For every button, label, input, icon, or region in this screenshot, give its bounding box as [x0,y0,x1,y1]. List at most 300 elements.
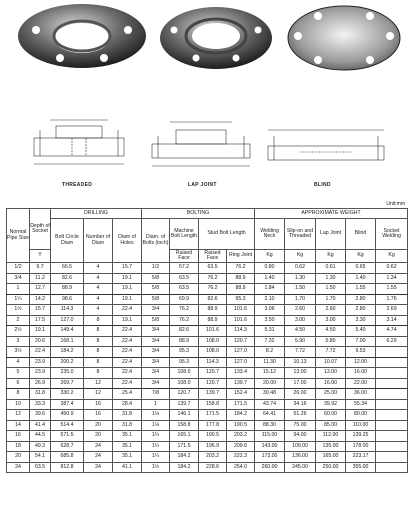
table-cell: 8 [84,326,113,337]
table-cell: 184.2 [227,410,255,421]
table-cell: 6 [7,378,30,389]
table-cell: 16 [7,431,30,442]
table-cell [376,368,408,379]
table-cell: 33.3 [30,399,51,410]
table-cell: 1.30 [285,273,316,284]
table-cell: 34.16 [285,399,316,410]
table-row [7,357,408,368]
table-cell: 22.4 [113,305,142,316]
table-cell: 171.5 [227,399,255,410]
col-depth-of-socket: Depth of Socket [30,209,51,250]
table-cell: 76.2 [170,315,199,326]
table-cell: 1/2 [142,263,170,274]
table-row [7,305,408,316]
table-row [7,336,408,347]
table-cell: 7.72 [316,347,346,358]
table-cell [376,441,408,452]
table-cell: 1.34 [376,273,408,284]
table-cell: 17.5 [30,315,51,326]
table-cell: 108.0 [170,378,199,389]
table-cell: 26.00 [285,389,316,400]
table-cell: 24 [84,452,113,463]
table-cell: 82.6 [170,326,199,337]
table-cell: 4 [84,273,113,284]
table-cell [376,410,408,421]
flange-drawings [0,100,411,192]
table-cell: 1⅛ [142,410,170,421]
table-row [7,263,408,274]
table-row [7,462,408,473]
table-cell: 190.5 [199,431,227,442]
table-cell: 17.00 [285,378,316,389]
table-cell: 108.0 [170,368,199,379]
table-cell: 76.2 [199,273,227,284]
table-cell: 120.7 [199,368,227,379]
table-cell: 127.0 [227,357,255,368]
table-cell: 6.29 [376,336,408,347]
table-cell: 28.4 [113,399,142,410]
table-cell: 88.9 [51,284,84,295]
table-cell: 2½ [7,326,30,337]
table-cell: 254.0 [227,462,255,473]
table-cell: 35.1 [113,441,142,452]
table-cell: 3/4 [142,326,170,337]
table-cell: 1¼ [7,294,30,305]
table-cell: 5/8 [142,315,170,326]
table-cell: 139.7 [227,378,255,389]
table-cell: 158.8 [170,420,199,431]
table-cell [376,378,408,389]
table-cell: 260.00 [255,462,285,473]
table-cell: 35.1 [113,452,142,463]
table-cell: 98.6 [51,294,84,305]
table-cell: 3 [7,336,30,347]
table-cell: 133.4 [227,368,255,379]
table-cell: 1.70 [316,294,346,305]
table-cell: 41.4 [30,420,51,431]
col-y-unit: Y [30,250,51,263]
table-cell: 15.12 [255,368,285,379]
table-cell [376,420,408,431]
unit-kg: Kg [255,250,285,263]
table-cell: 19.1 [113,273,142,284]
table-cell: 8 [84,315,113,326]
table-cell: 12.00 [346,357,376,368]
table-cell: 5.31 [255,326,285,337]
table-cell: 114.3 [199,357,227,368]
table-cell: 13.00 [316,368,346,379]
table-cell: 57.2 [170,263,199,274]
table-cell: 5.90 [285,336,316,347]
table-cell: 812.8 [51,462,84,473]
table-cell: 16 [84,410,113,421]
table-cell: 209.6 [227,441,255,452]
table-cell: 120.7 [199,378,227,389]
table-cell: 2.80 [346,305,376,316]
table-cell: 4 [84,294,113,305]
flange-photos [0,0,411,75]
table-cell: 4 [7,357,30,368]
table-cell: 88.9 [227,273,255,284]
blind-flange-photo [288,6,400,70]
table-row [7,368,408,379]
table-cell [376,399,408,410]
table-cell: 95.3 [170,357,199,368]
table-cell: 177.8 [199,420,227,431]
table-cell: 110.00 [346,420,376,431]
table-cell: 63.5 [199,263,227,274]
table-cell: 109.00 [285,441,316,452]
table-cell: 41.1 [113,462,142,473]
table-cell: 171.5 [199,410,227,421]
table-cell: 14.2 [30,294,51,305]
table-cell: 22.4 [113,347,142,358]
table-cell: 115.00 [255,431,285,442]
table-cell: 88.9 [170,336,199,347]
table-cell: 7.72 [285,347,316,358]
table-cell: 203.2 [199,452,227,463]
threaded-drawing [34,120,124,164]
table-cell: 24 [84,462,113,473]
table-cell: 1.55 [376,284,408,295]
table-cell: 4 [84,263,113,274]
table-cell: 3/4 [142,378,170,389]
table-cell: 0.62 [376,263,408,274]
table-cell: 9.7 [30,263,51,274]
table-cell: 20 [84,431,113,442]
table-cell: 250.00 [316,462,346,473]
group-bolting: BOLTING [142,209,255,219]
table-cell: 24 [84,441,113,452]
table-cell: 120.7 [170,389,199,400]
table-cell: 80.00 [346,410,376,421]
table-cell: 1.55 [346,284,376,295]
table-cell: 355.00 [346,462,376,473]
table-cell: 3.00 [316,315,346,326]
table-cell [376,357,408,368]
table-cell: 3/4 [142,357,170,368]
col-nominal-pipe-size: Normal Pipe Size [7,209,30,263]
table-cell: 10.07 [316,357,346,368]
table-cell: 3.50 [255,315,285,326]
table-cell: 1/2 [7,263,30,274]
lap-joint-drawing [152,122,250,166]
table-cell: 5/8 [142,273,170,284]
col-raised-face-machine: Raised Face [170,250,199,263]
table-cell: 9.53 [346,347,376,358]
table-cell: 4.74 [376,326,408,337]
col-machine-bolt-length: Machine Bolt Length [170,219,199,250]
table-cell: 64.41 [255,410,285,421]
table-cell: 571.5 [51,431,84,442]
table-cell: 20.6 [30,336,51,347]
table-cell: 245.00 [285,462,316,473]
table-cell: 3/4 [142,336,170,347]
table-cell: 4 [84,305,113,316]
table-cell: 12 [84,378,113,389]
table-cell: 2 [7,315,30,326]
table-cell: 1.50 [316,284,346,295]
table-cell: 39.92 [316,399,346,410]
table-row [7,273,408,284]
table-row [7,389,408,400]
table-cell: 19.1 [30,326,51,337]
table-cell: 23.9 [30,368,51,379]
table-cell: 18 [7,441,30,452]
unit-kg: Kg [346,250,376,263]
table-cell: 200.2 [51,357,84,368]
table-cell: 1¼ [142,441,170,452]
col-bolt-circle-diam: Bolt Circle Diam [51,219,84,263]
table-cell: 54.1 [30,452,51,463]
table-row [7,452,408,463]
table-cell: 25.4 [113,389,142,400]
table-cell: 76.2 [227,263,255,274]
table-cell: 16 [84,399,113,410]
table-cell: 22.4 [113,326,142,337]
table-cell: 0.61 [316,263,346,274]
table-cell: 330.2 [51,389,84,400]
table-cell: 24 [7,462,30,473]
table-cell: 60.00 [316,410,346,421]
table-cell: 63.5 [170,273,199,284]
table-cell: 269.7 [51,378,84,389]
threaded-label: THREADED [62,182,93,188]
table-cell [376,389,408,400]
blind-label: BLIND [314,182,331,188]
col-stud-bolt-length: Stud Bolt Length [199,219,255,250]
table-cell: 3.14 [376,315,408,326]
table-cell: 165.1 [170,431,199,442]
table-cell: 10.13 [285,357,316,368]
table-cell: 15.7 [30,305,51,316]
table-cell: 114.3 [51,305,84,316]
table-cell: 1 [142,399,170,410]
table-row [7,431,408,442]
table-cell: 69.9 [170,294,199,305]
table-cell: 5/8 [142,294,170,305]
table-cell: 4.50 [316,326,346,337]
table-cell: 184.2 [51,347,84,358]
table-cell: 3½ [7,347,30,358]
table-cell: 10 [7,399,30,410]
table-cell: 165.00 [316,452,346,463]
table-cell: 223.17 [346,452,376,463]
unit-kg: Kg [376,250,408,263]
table-cell: 139.7 [170,399,199,410]
col-socket-welding: Socket Welding [376,219,408,250]
lap-joint-flange-photo [160,7,272,69]
table-cell: 88.9 [199,315,227,326]
table-cell: 15.7 [113,263,142,274]
table-cell: 127.0 [51,315,84,326]
table-cell: 101.6 [199,326,227,337]
table-cell: 22.4 [113,368,142,379]
table-cell: 12.7 [30,284,51,295]
table-cell: 14 [7,420,30,431]
table-cell: 7.00 [346,336,376,347]
table-cell: 36.00 [346,389,376,400]
col-diam-of-holes: Diam of Holes [113,219,142,263]
threaded-flange-photo [18,4,146,68]
table-cell: 11.2 [30,273,51,284]
table-cell: 112.00 [316,431,346,442]
col-slip-on-threaded: Slip-on and Threaded [285,219,316,250]
table-cell: 75.00 [285,420,316,431]
table-cell: 76.2 [199,284,227,295]
table-cell: 76.2 [170,305,199,316]
table-cell: 3/4 [142,305,170,316]
table-cell: 1¼ [142,431,170,442]
table-cell: 82.6 [199,294,227,305]
table-row [7,347,408,358]
spec-table-body [7,263,408,473]
table-cell: 39.6 [30,410,51,421]
table-cell: 152.4 [227,389,255,400]
table-cell: 82.6 [51,273,84,284]
table-cell: 127.0 [227,347,255,358]
table-cell: 171.5 [170,441,199,452]
table-cell: 514.4 [51,420,84,431]
table-row [7,399,408,410]
table-cell: 43.74 [255,399,285,410]
table-cell: 44.5 [30,431,51,442]
table-cell: 19.1 [113,284,142,295]
table-cell: 3.06 [255,305,285,316]
table-cell: 178.00 [346,441,376,452]
table-cell: 13.00 [285,368,316,379]
table-cell: 22.4 [113,378,142,389]
table-cell: 22.4 [30,347,51,358]
table-cell: 8 [84,357,113,368]
table-cell: 2.10 [255,294,285,305]
table-cell: 51.26 [285,410,316,421]
table-cell: 8 [84,347,113,358]
table-cell: 1.76 [376,294,408,305]
table-row [7,420,408,431]
table-cell: 120.7 [227,336,255,347]
table-row [7,315,408,326]
table-cell: 16.00 [346,368,376,379]
table-cell: 450.9 [51,410,84,421]
col-blind: Blind [346,219,376,250]
table-row [7,284,408,295]
table-cell: 1.40 [346,273,376,284]
group-approx-weight: APPROXIMATE WEIGHT [255,209,408,219]
table-cell: 49.3 [30,441,51,452]
table-cell [376,462,408,473]
table-cell: 35.1 [113,431,142,442]
table-row [7,410,408,421]
table-cell: 19.1 [113,315,142,326]
col-lap-joint: Lap Joint [316,219,346,250]
table-cell: 2.80 [346,294,376,305]
table-cell: 8 [7,389,30,400]
table-cell: 628.7 [51,441,84,452]
table-cell: 1½ [142,462,170,473]
table-cell: 1.70 [285,294,316,305]
table-cell: 143.00 [255,441,285,452]
table-cell: 8.2 [255,347,285,358]
table-cell: 108.0 [199,347,227,358]
table-cell: 2.69 [376,305,408,316]
col-ring-joint: Ring Joint [227,250,255,263]
table-cell [376,347,408,358]
table-cell: 2.60 [316,305,346,316]
table-cell: 63.5 [30,462,51,473]
table-cell: 1¼ [142,452,170,463]
table-cell: 203.2 [227,431,255,442]
lap-joint-label: LAP JOINT [188,182,217,188]
table-cell: 101.6 [227,315,255,326]
table-cell [376,452,408,463]
table-cell: 25.00 [316,389,346,400]
col-diam-of-bolts: Diam. of Bolts (inch) [142,219,170,263]
table-cell: 3.00 [285,315,316,326]
table-cell: 26.9 [30,378,51,389]
table-cell: 1⅛ [142,420,170,431]
table-cell: 4 [84,284,113,295]
table-cell: 94.00 [285,431,316,442]
table-cell: 2.60 [285,305,316,316]
table-cell: 31.8 [113,420,142,431]
table-cell: 114.3 [227,326,255,337]
table-cell: 0.80 [255,263,285,274]
table-cell: 1.84 [255,284,285,295]
col-number-of-holes: Number of Diam [84,219,113,263]
table-cell: 30.48 [255,389,285,400]
table-cell: 5.80 [316,336,346,347]
table-cell: 168.1 [51,336,84,347]
table-cell: 88.9 [227,284,255,295]
unit-kg: Kg [316,250,346,263]
table-cell: 685.8 [51,452,84,463]
table-cell: 22.4 [113,336,142,347]
table-row [7,441,408,452]
table-cell: 3/4 [7,273,30,284]
table-cell: 190.5 [227,420,255,431]
table-cell: 136.00 [285,452,316,463]
table-row [7,294,408,305]
col-welding-neck: Welding Neck [255,219,285,250]
table-cell: 3/4 [142,347,170,358]
table-row [7,378,408,389]
table-cell: 88.30 [255,420,285,431]
table-cell: 135.00 [316,441,346,452]
blind-drawing [268,130,384,160]
unit-kg: Kg [285,250,316,263]
table-row [7,326,408,337]
table-cell: 1½ [7,305,30,316]
table-cell: 196.9 [199,441,227,452]
table-cell: 20 [84,420,113,431]
table-cell: 88.9 [199,305,227,316]
table-cell: 5/8 [142,284,170,295]
table-cell: 108.0 [199,336,227,347]
unit-label: Unit:mm [386,201,405,207]
table-cell: 8 [84,336,113,347]
table-cell: 173.00 [255,452,285,463]
table-cell: 235.0 [51,368,84,379]
table-cell: 11.30 [255,357,285,368]
table-cell: 23.9 [30,357,51,368]
table-cell: 12 [7,410,30,421]
table-cell: 5.40 [346,326,376,337]
col-raised-face-stud: Raised Face [199,250,227,263]
table-cell: 149.4 [51,326,84,337]
table-cell: 20 [7,452,30,463]
table-cell: 31.8 [30,389,51,400]
